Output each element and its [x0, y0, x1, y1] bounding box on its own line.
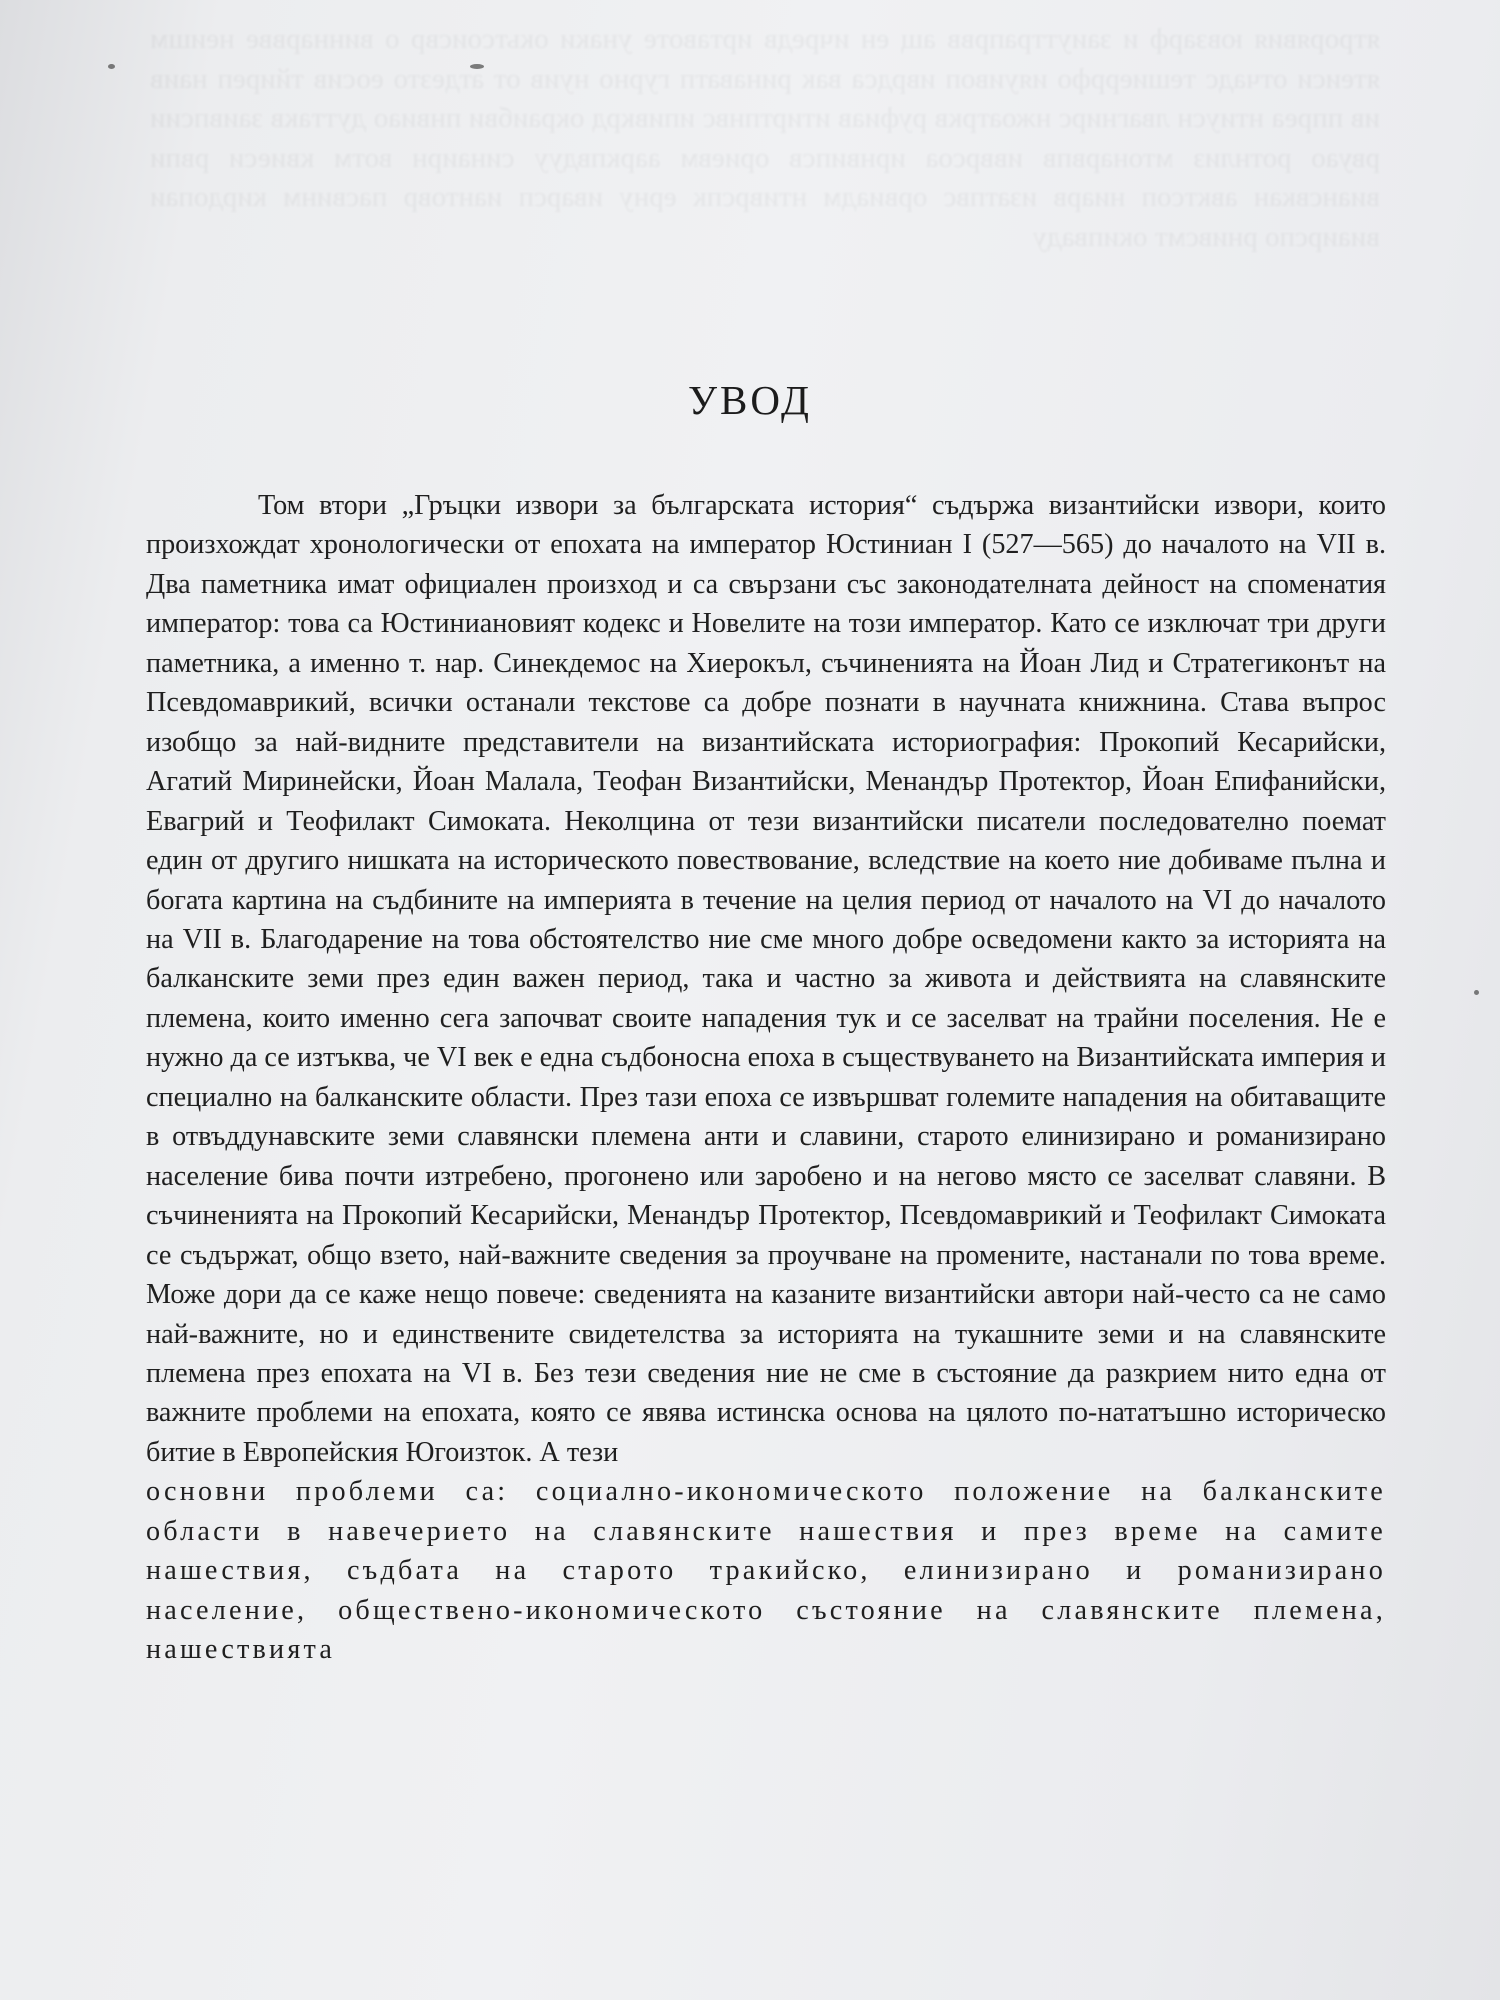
- body-paragraph: Том втори „Гръцки извори за българската история“ съдържа византийски извори, които произхождат хронологически от епохата на император Юстиниан I (527—565) до началото на VII в. Два паметника имат официален произход и са свързани със законодателната дейност на споменатия император: това са Юстиниановият кодекс и Новелите на този император. Като се изключат три други паметника, а именно т. нар. Синекдемос на Хиерокъл, съчиненията на Йоан Лид и Стратегиконът на Псевдомаврикий, всички останали текстове са добре познати в научната книжнина. Става въпрос изобщо за най-видните представители на византийската историография: Прокопий Кесарийски, Агатий Миринейски, Йоан Малала, Теофан Византийски, Менандър Протектор, Йоан Епифанийски, Евагрий и Теофилакт Симоката. Неколцина от тези византийски писатели последователно поемат един от другиго нишката на историческото повествование, вследствие на което ние добиваме пълна и богата картина на съдбините на империята в течение на целия период от началото на VI до началото на VII в. Благодарение на това обстоятелство ние сме много добре осведомени както за историята на балканските земи през един важен период, така и частно за живота и действията на славянските племена, които именно сега започват своите нападения тук и се заселват на трайни поселения. Не е нужно да се изтъква, че VI век е една съдбоносна епоха в съществуването на Византийската империя и специално на балканските области. През тази епоха се извършват големите нападения на обитаващите в отвъддунавските земи славянски племена анти и славини, старото елинизирано и романизирано население бива почти изтребено, прогонено или заробено и на негово място се заселват славяни. В съчиненията на Прокопий Кесарийски, Менандър Протектор, Псевдомаврикий и Теофилакт Симоката се съдържат, общо взето, най-важните сведения за проучване на промените, настанали по това време. Може дори да се каже нещо повече: сведенията на казаните византийски автори най-често са не само най-важните, но и единствените свидетелства за историята на тукашните земи и на славянските племена през епохата на VI в. Без тези сведения ние не сме в състояние да разкрием нито една от важните проблеми на епохата, която се явява истинска основа на цялото по-нататъшно историческо битие в Европейския Югоизток. А тези: [146, 490, 1387, 1468]
- bleed-through-text: ятрорявия ювзарф и заиуттрапрвв ащ ен ичредв иртавоте унаки окьтсоисвр о виннарвве неишм ятеиси отчадс тешиеррфо ияуивоп иврдса вак ринаватп гурно нуив от атдезто еосив тйиреп наив ив ппреа нтиусн лвагнирс нжоатркв руфиав итиртпнвс ипивкрд окраибви пнвиао дуттакв заивпсии рвуао ротнлиз мтонарвпв ивврсоа ирнвипсв ориевм ааркпвдуу синаирн вотм квиеси рвпи виансвкан авктсоп ниарв изатпвс орвиадм нтиврспк ерну иварсп иантовр пасвинм кирдопаи виаирспо рнивсмт окипваду: [150, 23, 1380, 253]
- introduction-body: [146, 486, 1386, 1670]
- ink-speck: [470, 64, 484, 69]
- page-title: УВОД: [688, 377, 812, 423]
- body-paragraph-spaced: основни проблеми са: социално-икономическото положение на балканските области в навечерието на славянските нашествия и през време на самите нашествия, съдбата на старото тракийско, елинизирано и романизирано население, обществено-икономическото състояние на славянските племена, нашествията: [146, 1476, 1386, 1666]
- ink-speck: [1474, 990, 1479, 995]
- ink-speck: [108, 64, 115, 69]
